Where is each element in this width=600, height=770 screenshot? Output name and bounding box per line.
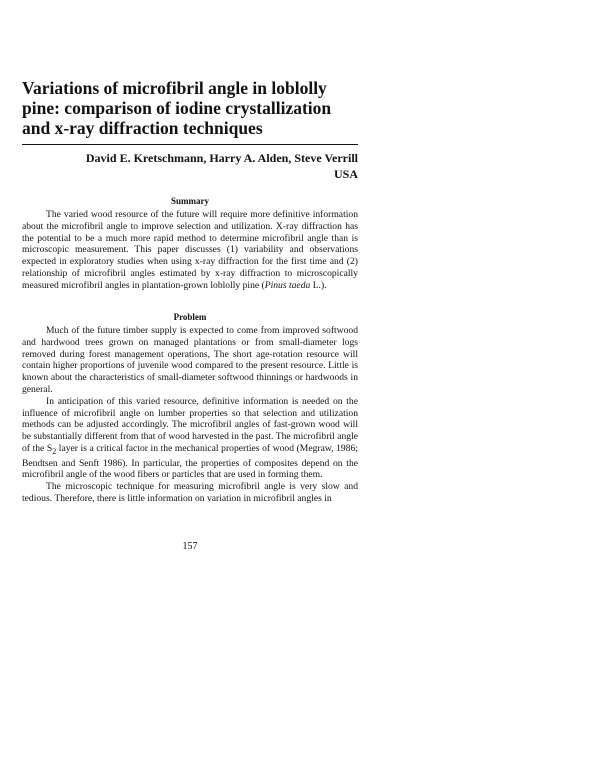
species-name: Pinus taeda [264,279,311,291]
summary-paragraph [22,209,358,292]
author-country: USA [333,167,358,181]
problem-paragraph-1: Much of the future timber supply is expected to come from improved softwood and hardwood trees grown on managed plantations or from small-diameter logs removed during forest management operations, The short age-rotation resource will contain higher proportions of juvenile wood compared to the present resource. Little is known about the characteristics of small-diameter softwood thinnings or hardwoods in general. [22,325,358,395]
problem-section [22,325,358,505]
summary-heading: Summary [171,196,209,206]
layer-subscript: 2 [52,446,57,456]
problem-paragraph-3: The microscopic technique for measuring microfibril angle is very slow and tedious. Therefore, there is little information on variation in microfibril angles in [22,481,358,505]
author-names: David E. Kretschmann, Harry A. Alden, Steve Verrill [85,151,358,165]
page-number: 157 [182,541,198,552]
paper-title: Variations of microfibril angle in loblolly pine: comparison of iodine crystallization and x-ray diffraction techniques [22,78,332,138]
problem-p2-end: layer is a critical factor in the mechanical properties of wood (Megraw, 1986; Bendtsen and Senft 1986). In particular, the properties of composites depend on the microfibril angle of the wood fibers or particles that are used in forming them. [22,442,358,481]
problem-heading: Problem [173,312,207,322]
summary-text-start: The varied wood resource of the future will require more definitive information about the microfibril angle to improve selection and utilization. X-ray diffraction has the potential to be a much more rapid method to determine microfibril angle than is microscopic measurement. This paper discusses (1) variability and observations expected in exploratory studies when using x-ray diffraction for the first time and (2) relationship of microfibril angles estimated by x-ray diffraction to microscopically measured microfibril angles in plantation-grown loblolly pine ( [22,209,358,291]
summary-section [22,209,358,292]
problem-p2-start: In anticipation of this varied resource, definitive information is needed on the influence of microfibril angle on lumber properties so that selection and utilization methods can be adjusted accordingly. The microfibril angles of fast-grown wood will be substantially different from that of wood harvested in the past. The microfibril angle of the S [22,395,358,454]
title-rule [22,144,358,145]
summary-text-end: L.). [310,279,327,291]
author-block [22,150,358,182]
problem-paragraph-2 [22,396,358,481]
